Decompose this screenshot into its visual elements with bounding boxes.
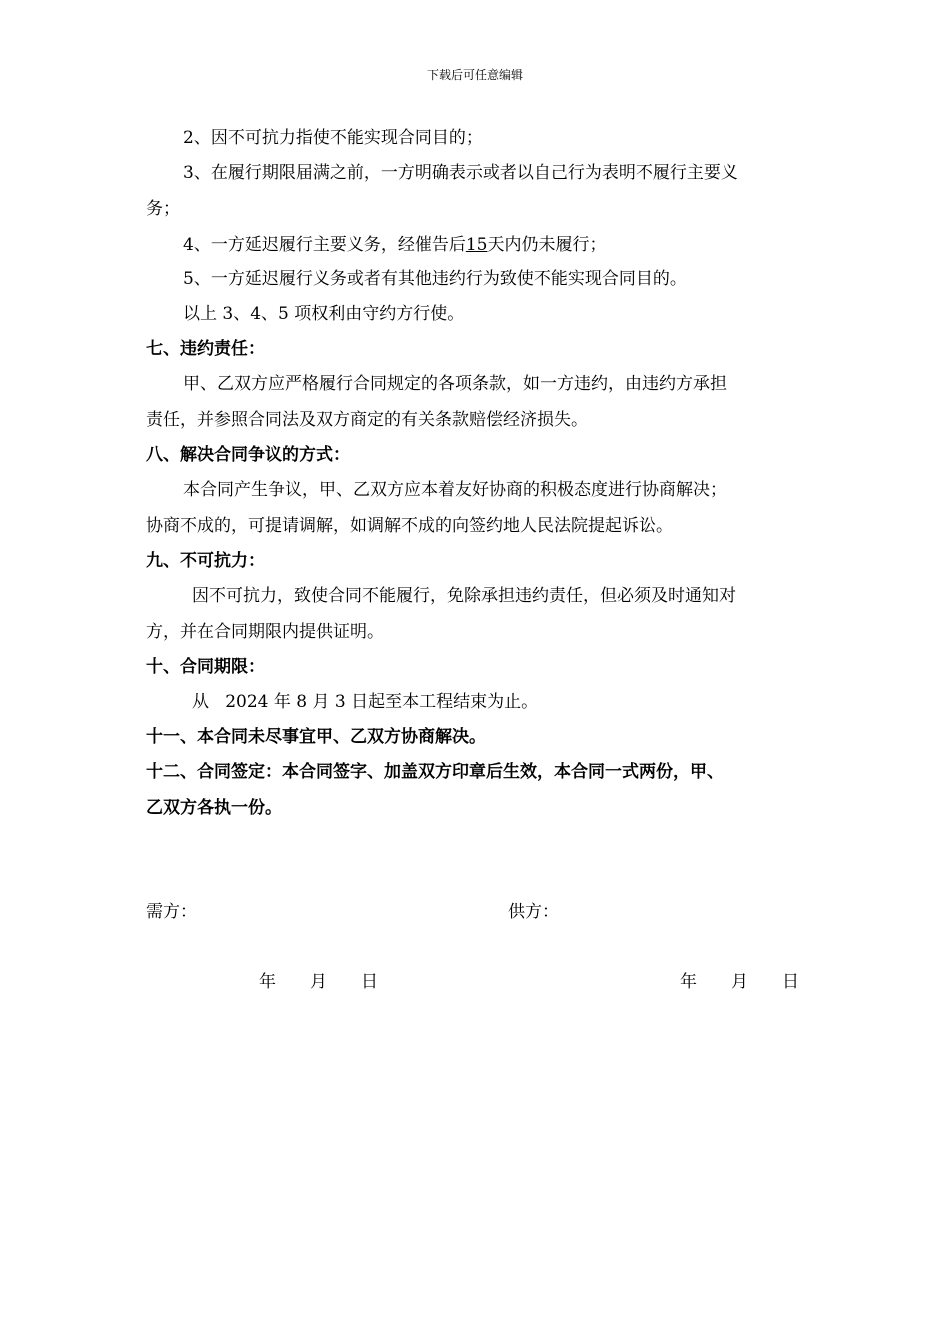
section-10-title: 十、合同期限： (146, 657, 265, 677)
section-9-line1: 因不可抗力，致使合同不能履行，免除承担违约责任，但必须及时通知对 (192, 586, 736, 606)
clause-item-5: 5、一方延迟履行义务或者有其他违约行为致使不能实现合同目的。 (183, 269, 687, 289)
section-11-title: 十一、本合同未尽事宜甲、乙双方协商解决。 (146, 727, 486, 747)
clause-item-4-pre: 4、一方延迟履行主要义务，经催告后 (183, 235, 466, 255)
clause-rights-note: 以上 3、4、5 项权利由守约方行使。 (183, 304, 465, 324)
page-header: 下载后可任意编辑 (426, 68, 523, 82)
section-9-title: 九、不可抗力： (146, 551, 265, 571)
clause-item-3-line1: 3、在履行期限届满之前，一方明确表示或者以自己行为表明不履行主要义 (183, 163, 738, 183)
signature-demand-label: 需方： (146, 902, 197, 922)
section-8-line1: 本合同产生争议，甲、乙双方应本着友好协商的积极态度进行协商解决； (183, 480, 727, 500)
section-8-title: 八、解决合同争议的方式： (146, 445, 350, 465)
clause-item-4-days: 15 (465, 235, 488, 255)
clause-item-3-line2: 务； (146, 199, 180, 219)
section-12-line2: 乙双方各执一份。 (146, 798, 282, 818)
section-10-line1: 从 2024 年 8 月 3 日起至本工程结束为止。 (192, 692, 539, 712)
section-12-line1: 十二、合同签定：本合同签字、加盖双方印章后生效，本合同一式两份，甲、 (146, 762, 724, 782)
section-8-line2: 协商不成的，可提请调解，如调解不成的向签约地人民法院提起诉讼。 (146, 516, 673, 536)
clause-item-4-post: 天内仍未履行； (487, 235, 607, 255)
clause-item-2: 2、因不可抗力指使不能实现合同目的； (183, 128, 483, 148)
section-9-line2: 方，并在合同期限内提供证明。 (146, 622, 384, 642)
section-7-line2: 责任，并参照合同法及双方商定的有关条款赔偿经济损失。 (146, 410, 588, 430)
signature-supply-label: 供方： (508, 902, 559, 922)
clause-item-4 (183, 233, 606, 257)
signature-date-right: 年 月 日 (680, 972, 799, 992)
section-7-title: 七、违约责任： (146, 339, 265, 359)
signature-date-left: 年 月 日 (259, 972, 378, 992)
section-7-line1: 甲、乙双方应严格履行合同规定的各项条款，如一方违约，由违约方承担 (183, 374, 727, 394)
